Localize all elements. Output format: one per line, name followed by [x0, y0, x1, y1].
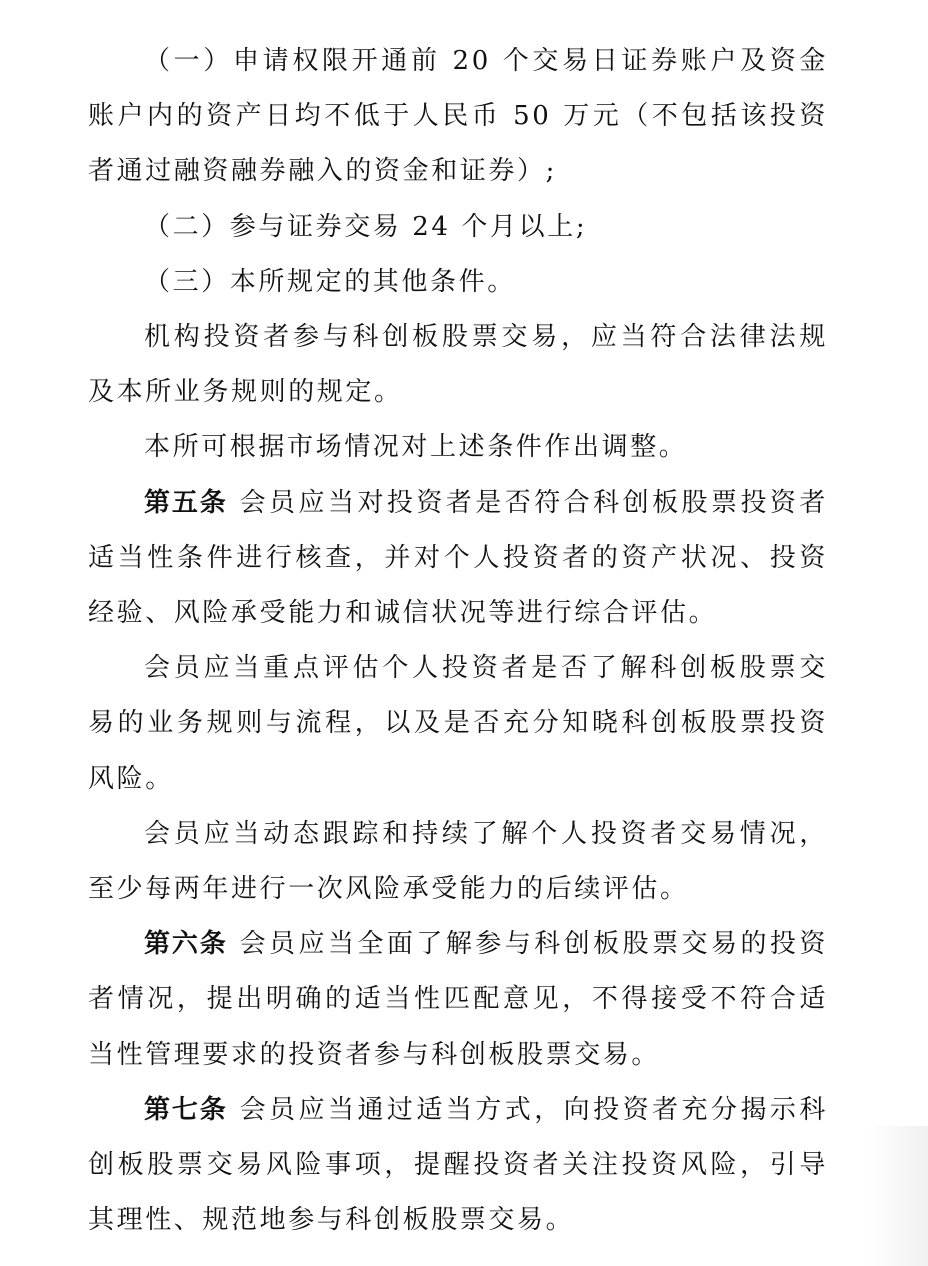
paragraph-text: 机构投资者参与科创板股票交易，应当符合法律法规及本所业务规则的规定。 [88, 322, 828, 408]
paragraph-text: 会员应当重点评估个人投资者是否了解科创板股票交易的业务规则与流程，以及是否充分知晓科创板股票投资风险。 [88, 653, 828, 794]
paragraph-text: 会员应当对投资者是否符合科创板股票投资者适当性条件进行核查，并对个人投资者的资产状况、投资经验、风险承受能力和诚信状况等进行综合评估。 [88, 487, 828, 629]
paragraph-text: （二）参与证券交易 24 个月以上; [144, 211, 588, 242]
paragraph-text: 会员应当动态跟踪和持续了解个人投资者交易情况，至少每两年进行一次风险承受能力的后续评估。 [88, 818, 828, 905]
paragraph-text: （三）本所规定的其他条件。 [144, 266, 516, 297]
page-corner-shadow [868, 1126, 928, 1266]
paragraph-dynamic-tracking [88, 807, 828, 917]
paragraph-institutional-investors [88, 310, 828, 420]
paragraph-text: 会员应当全面了解参与科创板股票交易的投资者情况，提出明确的适当性匹配意见，不得接受不符合适当性管理要求的投资者参与科创板股票交易。 [88, 929, 828, 1070]
paragraph-text: （一）申请权限开通前 20 个交易日证券账户及资金账户内的资产日均不低于人民币 50 万元（不包括该投资者通过融资融券融入的资金和证券）; [88, 46, 828, 187]
paragraph-trading-experience [88, 200, 828, 255]
paragraph-text: 会员应当通过适当方式，向投资者充分揭示科创板股票交易风险事项，提醒投资者关注投资风险，引导其理性、规范地参与科创板股票交易。 [88, 1094, 828, 1236]
article-5 [88, 476, 828, 642]
article-heading: 第五条 [144, 487, 228, 518]
article-7 [88, 1083, 828, 1249]
paragraph-text: 本所可根据市场情况对上述条件作出调整。 [144, 432, 688, 463]
document-page [88, 34, 828, 1248]
article-6 [88, 917, 828, 1083]
article-heading: 第六条 [144, 929, 228, 960]
paragraph-asset-condition [88, 34, 828, 200]
paragraph-other-conditions [88, 255, 828, 310]
paragraph-adjustment [88, 420, 828, 475]
paragraph-key-assessment [88, 641, 828, 807]
article-heading: 第七条 [144, 1094, 228, 1125]
